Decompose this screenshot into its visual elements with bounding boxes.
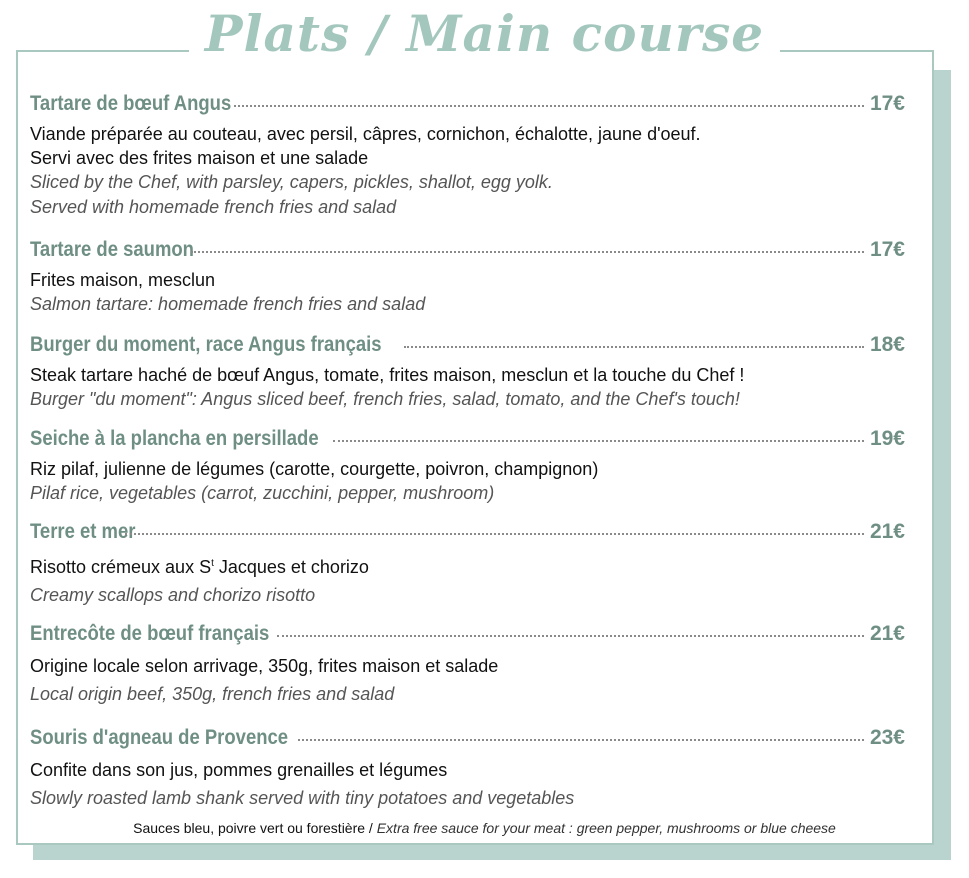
item-description-en: Local origin beef, 350g, french fries and salad	[30, 684, 395, 704]
dot-leader	[404, 345, 863, 348]
dot-leader	[333, 439, 864, 442]
dot-leader	[298, 738, 864, 741]
menu-item	[30, 622, 905, 708]
item-description-fr: Riz pilaf, julienne de légumes (carotte, courgette, poivron, champignon)	[30, 459, 599, 479]
menu-item	[30, 238, 905, 317]
item-description-en: Creamy scallops and chorizo risotto	[30, 585, 316, 605]
menu-item	[30, 427, 905, 506]
dot-leader	[125, 532, 864, 535]
item-description-fr: Origine locale selon arrivage, 350g, frites maison et salade	[30, 656, 499, 676]
item-description-en: Served with homemade french fries and salad	[30, 197, 397, 217]
menu-item	[30, 92, 905, 220]
item-description-fr: Frites maison, mesclun	[30, 270, 216, 290]
item-price: 21€	[869, 622, 905, 645]
item-name: Entrecôte de bœuf français	[30, 622, 270, 645]
item-name: Tartare de saumon	[30, 238, 194, 261]
item-price: 17€	[869, 92, 905, 115]
item-description-en: Burger "du moment": Angus sliced beef, french fries, salad, tomato, and the Chef's touch!	[30, 389, 740, 409]
dot-leader	[277, 634, 864, 637]
item-description-fr: Confite dans son jus, pommes grenailles et légumes	[30, 760, 448, 780]
menu-item	[30, 726, 905, 812]
item-description-en: Pilaf rice, vegetables (carrot, zucchini, pepper, mushroom)	[30, 483, 495, 503]
menu-title	[0, 4, 969, 63]
dot-leader	[234, 104, 864, 107]
menu-item	[30, 520, 905, 609]
item-name: Seiche à la plancha en persillade	[30, 427, 319, 450]
sauce-note-en: Extra free sauce for your meat : green pepper, mushrooms or blue cheese	[376, 820, 836, 836]
item-description-fr: Steak tartare haché de bœuf Angus, tomate, frites maison, mesclun et la touche du Chef !	[30, 365, 745, 385]
dot-leader	[191, 250, 864, 253]
item-description-en: Salmon tartare: homemade french fries and salad	[30, 294, 426, 314]
item-name: Souris d'agneau de Provence	[30, 726, 289, 749]
item-name: Burger du moment, race Angus français	[30, 333, 382, 356]
item-description-fr: Servi avec des frites maison et une salade	[30, 148, 369, 168]
sauce-note	[0, 820, 969, 836]
item-price: 23€	[869, 726, 905, 749]
sauce-note-fr: Sauces bleu, poivre vert ou forestière /	[133, 820, 373, 836]
item-description-en: Sliced by the Chef, with parsley, capers, pickles, shallot, egg yolk.	[30, 172, 553, 192]
item-price: 17€	[869, 238, 905, 261]
menu-title-text: Plats / Main course	[189, 4, 780, 63]
item-description-fr: Risotto crémeux aux $S^t$ Jacques et chorizo	[30, 557, 369, 577]
item-description-en: Slowly roasted lamb shank served with tiny potatoes and vegetables	[30, 788, 575, 808]
item-price: 18€	[869, 333, 905, 356]
item-price: 21€	[869, 520, 905, 543]
item-name: Terre et mer	[30, 520, 136, 543]
item-description-fr: Viande préparée au couteau, avec persil, câpres, cornichon, échalotte, jaune d'oeuf.	[30, 124, 701, 144]
menu-item	[30, 333, 905, 412]
item-name: Tartare de bœuf Angus	[30, 92, 232, 115]
item-price: 19€	[869, 427, 905, 450]
